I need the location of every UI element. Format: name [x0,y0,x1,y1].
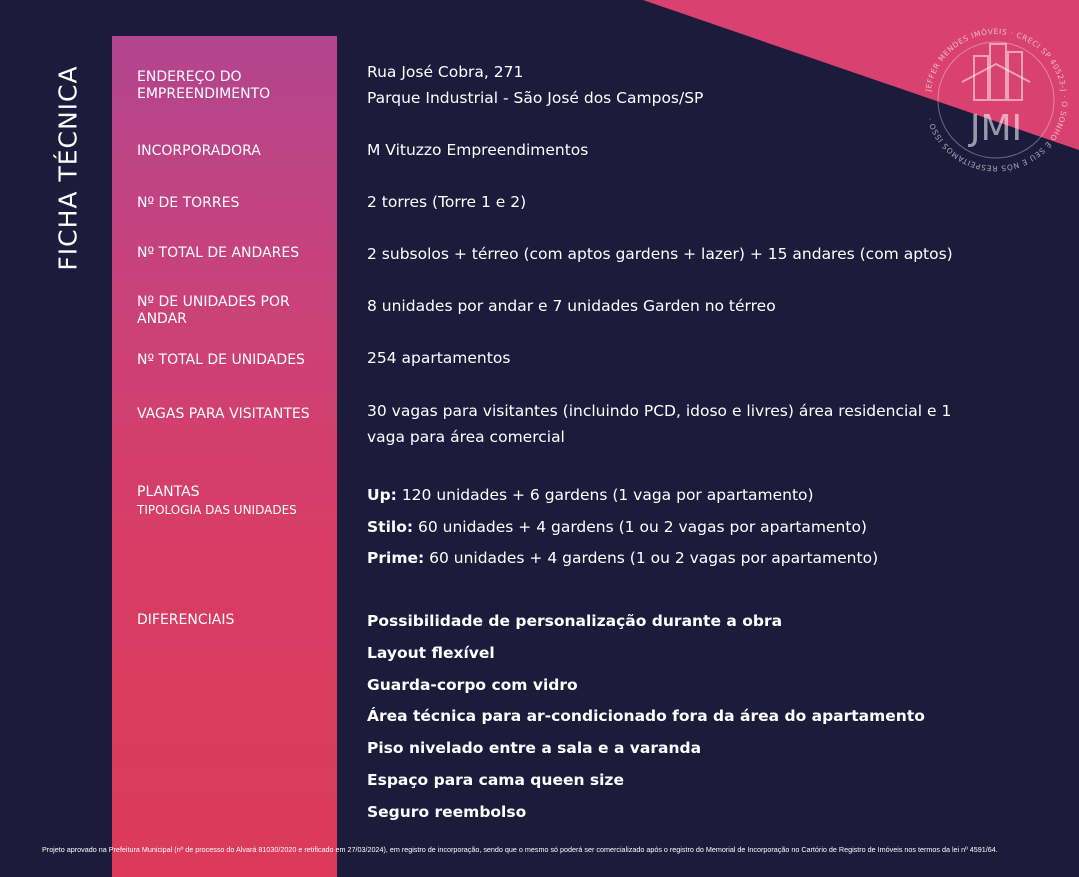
diferencial-item: Guarda-corpo com vidro [367,676,578,694]
logo-ring-text: JEFFER MENDES IMÓVEIS · CRECI SP 40523-J · O SONHO É SEU E NÓS RESPEITAMOS ISSO · [923,26,1070,174]
page-title: FICHA TÉCNICA [53,65,83,271]
diferencial-item: Possibilidade de personalização durante a obra [367,612,783,630]
row-label-incorporadora: INCORPORADORA [137,143,261,159]
label-column [112,36,337,877]
planta-up-text: 120 unidades + 6 gardens (1 vaga por apartamento) [396,486,814,504]
row-label-andares: Nº TOTAL DE ANDARES [137,245,300,261]
andares-text: 2 subsolos + térreo (com aptos gardens + lazer) + 15 andares (com aptos) [367,245,953,263]
planta-prime-name: Prime: [367,549,425,567]
row-value-unidades-por-andar [367,293,776,319]
unidades-por-andar-text: 8 unidades por andar e 7 unidades Garden no térreo [367,297,776,315]
plantas-label: PLANTAS [137,484,200,500]
jmi-logo-seal [916,20,1076,180]
planta-stilo-text: 60 unidades + 4 gardens (1 ou 2 vagas por apartamento) [413,517,867,536]
row-value-total-unidades [367,345,510,371]
legal-footnote: Projeto aprovado na Prefeitura Municipal (nº de processo do Alvará 81030/2020 e retificado em 27/03/2024), em registro de incorporação, sendo que o mesmo só poderá ser comercializado após o registro do Memorial de Incorporação no Cartório de Registro de Imóveis nos termos da lei nº 4591/64. [42,845,998,854]
planta-up-name: Up: [367,486,397,504]
address-district: Parque Industrial - São José dos Campos/SP [367,89,704,107]
planta-prime [367,545,878,577]
diferencial-item: Layout flexível [367,644,495,662]
diferencial-item: Espaço para cama queen size [367,771,624,789]
row-label-unidades-por-andar: Nº DE UNIDADES POR ANDAR [137,294,290,327]
diferencial-item: Piso nivelado entre a sala e a varanda [367,739,702,757]
row-value-endereco [367,59,703,111]
diferencial-item: Área técnica para ar-condicionado fora da área do apartamento [367,707,925,725]
vagas-line-2: vaga para área comercial [367,428,565,446]
planta-prime-text: 60 unidades + 4 gardens (1 ou 2 vagas por apartamento) [424,549,879,567]
row-value-andares [367,241,953,267]
logo-initials: JMI [969,108,1023,149]
row-label-torres: Nº DE TORRES [137,195,240,211]
torres-text: 2 torres (Torre 1 e 2) [367,193,527,211]
row-value-incorporadora [367,137,588,163]
row-label-vagas: VAGAS PARA VISITANTES [137,406,310,422]
plantas-sublabel: TIPOLOGIA DAS UNIDADES [137,503,297,517]
diferencial-item: Seguro reembolso [367,803,527,821]
planta-up [367,482,878,514]
row-label-diferenciais: DIFERENCIAIS [137,612,235,628]
row-label-endereco: ENDEREÇO DO EMPREENDIMENTO [137,69,271,102]
row-value-plantas [367,482,878,577]
planta-stilo-name: Stilo: [367,517,414,536]
planta-stilo [367,514,878,546]
incorporadora-text: M Vituzzo Empreendimentos [367,141,589,159]
row-value-torres [367,189,526,215]
row-value-vagas [367,398,951,450]
row-label-total-unidades: Nº TOTAL DE UNIDADES [137,352,305,368]
total-unidades-text: 254 apartamentos [367,349,511,367]
address-street: Rua José Cobra, 271 [367,63,524,81]
vagas-line-1: 30 vagas para visitantes (incluindo PCD, idoso e livres) área residencial e 1 [367,402,952,420]
row-label-plantas [137,484,332,519]
